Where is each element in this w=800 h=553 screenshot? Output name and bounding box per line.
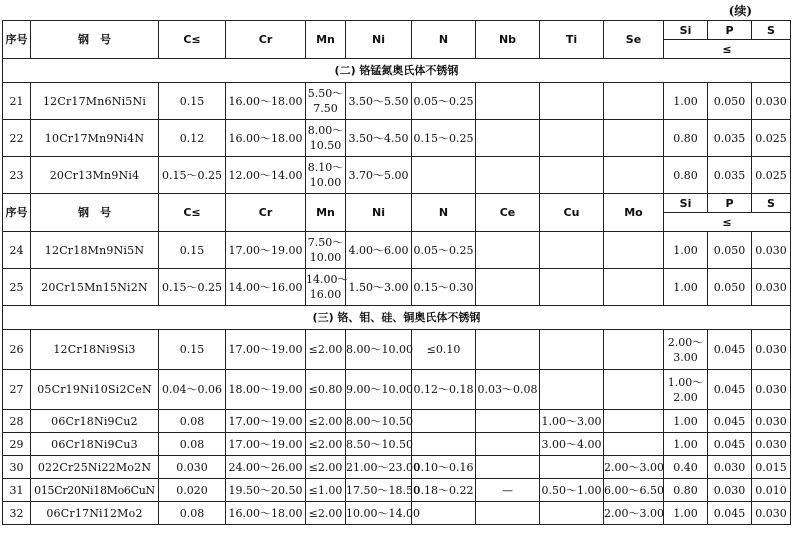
row-si: 0.80 [664,120,708,157]
row-n: 0.05～0.25 [412,83,476,120]
row-cr: 14.00～16.00 [226,269,306,306]
row-mn: ≤2.00 [306,433,346,456]
row-s: 0.030 [752,370,791,410]
row-p: 0.045 [708,370,752,410]
row-si: 1.00 [664,269,708,306]
row-no: 32 [3,502,31,525]
row-n: 0.15～0.25 [412,120,476,157]
col-ce-header: Ce [476,194,540,232]
row-si: 1.00 [664,433,708,456]
row-no: 27 [3,370,31,410]
row-ce [476,433,540,456]
row-ce: 0.03～0.08 [476,370,540,410]
col-s-header: S [752,194,791,213]
row-ce [476,502,540,525]
col-mo-header: Mo [604,194,664,232]
row-ni: 1.50～3.00 [346,269,412,306]
row-p: 0.045 [708,330,752,370]
row-si: 1.00～ 2.00 [664,370,708,410]
row-si: 0.80 [664,157,708,194]
row-p: 0.045 [708,502,752,525]
row-ni: 3.50～4.50 [346,120,412,157]
table-row [3,157,791,194]
row-ni: 21.00～23.00 [346,456,412,479]
row-c: 0.04～0.06 [159,370,226,410]
row-ni: 3.50～5.50 [346,83,412,120]
col-p-header: P [708,21,752,40]
row-mo [604,370,664,410]
max-label: ≤ [664,40,791,59]
row-p: 0.045 [708,410,752,433]
row-si: 0.40 [664,456,708,479]
row-mo [604,433,664,456]
row-c: 0.030 [159,456,226,479]
table-row [3,502,791,525]
row-cu: 0.50～1.00 [540,479,604,502]
row-ni: 4.00～6.00 [346,232,412,269]
row-grade: 015Cr20Ni18Mo6CuN [31,479,159,502]
table-row [3,83,791,120]
table-row [3,410,791,433]
table-row [3,433,791,456]
row-s: 0.030 [752,330,791,370]
table-row [3,330,791,370]
row-mo [604,330,664,370]
row-cr: 17.00～19.00 [226,232,306,269]
row-cr: 19.50～20.50 [226,479,306,502]
col-cr-header: Cr [226,194,306,232]
row-grade: 12Cr18Mn9Ni5N [31,232,159,269]
row-ni: 10.00～14.00 [346,502,412,525]
row-c: 0.15 [159,83,226,120]
row-p: 0.045 [708,433,752,456]
row-cr: 17.00～19.00 [226,433,306,456]
col-mn-header: Mn [306,194,346,232]
row-n: 0.10～0.16 [412,456,476,479]
row-grade: 06Cr18Ni9Cu3 [31,433,159,456]
row-si: 1.00 [664,232,708,269]
row-n [412,410,476,433]
row-p: 0.035 [708,120,752,157]
row-si: 1.00 [664,83,708,120]
row-ni: 9.00～10.00 [346,370,412,410]
row-grade: 20Cr15Mn15Ni2N [31,269,159,306]
row-si: 1.00 [664,410,708,433]
row-no: 25 [3,269,31,306]
section-title-3: (三) 铬、钼、硅、铜奥氏体不锈钢 [3,306,791,330]
col-p-header: P [708,194,752,213]
table-row [3,269,791,306]
row-mn: 8.10～ 10.00 [306,157,346,194]
row-mn: ≤2.00 [306,410,346,433]
row-s: 0.030 [752,232,791,269]
row-n: 0.05～0.25 [412,232,476,269]
row-cu [540,330,604,370]
row-cu: 3.00～4.00 [540,433,604,456]
col-si-header: Si [664,21,708,40]
col-ti-header: Ti [540,21,604,59]
col-c-header: C≤ [159,21,226,59]
col-seq-header: 序号 [3,21,31,59]
row-no: 23 [3,157,31,194]
row-c: 0.08 [159,410,226,433]
row-ce [476,410,540,433]
row-ni: 8.50～10.50 [346,433,412,456]
row-mo: 2.00～3.00 [604,502,664,525]
row-s: 0.030 [752,433,791,456]
col-ni-header: Ni [346,21,412,59]
row-ni: 3.70～5.00 [346,157,412,194]
col-grade-header: 钢 号 [31,21,159,59]
col-grade-header: 钢 号 [31,194,159,232]
row-n [412,157,476,194]
row-cr: 17.00～19.00 [226,330,306,370]
row-s: 0.025 [752,157,791,194]
table-row [3,456,791,479]
row-grade: 05Cr19Ni10Si2CeN [31,370,159,410]
table-row [3,232,791,269]
row-si: 2.00～ 3.00 [664,330,708,370]
col-cu-header: Cu [540,194,604,232]
row-no: 26 [3,330,31,370]
row-grade: 06Cr18Ni9Cu2 [31,410,159,433]
row-cr: 18.00～19.00 [226,370,306,410]
col-n-header: N [412,194,476,232]
row-grade: 12Cr18Ni9Si3 [31,330,159,370]
row-s: 0.030 [752,410,791,433]
row-s: 0.030 [752,83,791,120]
col-n-header: N [412,21,476,59]
row-p: 0.030 [708,479,752,502]
row-c: 0.15 [159,330,226,370]
row-c: 0.15～0.25 [159,269,226,306]
row-grade: 20Cr13Mn9Ni4 [31,157,159,194]
row-n: 0.18～0.22 [412,479,476,502]
table-row [3,479,791,502]
row-no: 21 [3,83,31,120]
col-s-header: S [752,21,791,40]
row-grade: 022Cr25Ni22Mo2N [31,456,159,479]
row-n [412,433,476,456]
row-grade: 12Cr17Mn6Ni5Ni [31,83,159,120]
row-cr: 24.00～26.00 [226,456,306,479]
row-p: 0.030 [708,456,752,479]
row-mo: 6.00～6.50 [604,479,664,502]
row-cr: 12.00～14.00 [226,157,306,194]
row-ni: 8.00～10.50 [346,410,412,433]
row-c: 0.15～0.25 [159,157,226,194]
row-mn: 5.50～ 7.50 [306,83,346,120]
row-p: 0.050 [708,269,752,306]
col-se-header: Se [604,21,664,59]
row-cr: 17.00～19.00 [226,410,306,433]
row-cr: 16.00～18.00 [226,502,306,525]
row-mn: ≤0.80 [306,370,346,410]
row-n: 0.15～0.30 [412,269,476,306]
row-mn: 7.50～ 10.00 [306,232,346,269]
row-mo: 2.00～3.00 [604,456,664,479]
row-cu [540,456,604,479]
row-p: 0.035 [708,157,752,194]
row-p: 0.050 [708,232,752,269]
row-cr: 16.00～18.00 [226,83,306,120]
col-mn-header: Mn [306,21,346,59]
row-c: 0.020 [159,479,226,502]
row-ni: 8.00～10.00 [346,330,412,370]
row-c: 0.08 [159,502,226,525]
section-row [3,306,791,330]
row-grade: 10Cr17Mn9Ni4N [31,120,159,157]
section-title-2: (二) 铬锰氮奥氏体不锈钢 [3,59,791,83]
row-c: 0.15 [159,232,226,269]
row-s: 0.030 [752,502,791,525]
row-no: 28 [3,410,31,433]
row-ce [476,330,540,370]
row-c: 0.08 [159,433,226,456]
col-nb-header: Nb [476,21,540,59]
col-si-header: Si [664,194,708,213]
row-cr: 16.00～18.00 [226,120,306,157]
continued-label: (续) [728,4,752,18]
table-row [3,120,791,157]
row-p: 0.050 [708,83,752,120]
row-ce [476,456,540,479]
row-cu: 1.00～3.00 [540,410,604,433]
row-no: 24 [3,232,31,269]
row-cu [540,502,604,525]
row-s: 0.010 [752,479,791,502]
col-cr-header: Cr [226,21,306,59]
row-no: 22 [3,120,31,157]
row-mn: ≤2.00 [306,502,346,525]
row-s: 0.025 [752,120,791,157]
row-mn: ≤2.00 [306,330,346,370]
row-ce: — [476,479,540,502]
row-n [412,502,476,525]
composition-table [2,20,791,525]
row-no: 30 [3,456,31,479]
header-row-1 [3,21,791,40]
header-row-2 [3,194,791,213]
row-c: 0.12 [159,120,226,157]
row-si: 1.00 [664,502,708,525]
row-si: 0.80 [664,479,708,502]
row-s: 0.015 [752,456,791,479]
max-label: ≤ [664,213,791,232]
row-ni: 17.50～18.50 [346,479,412,502]
row-mo [604,410,664,433]
row-n: 0.12～0.18 [412,370,476,410]
section-row [3,59,791,83]
row-mn: ≤1.00 [306,479,346,502]
table-row [3,370,791,410]
col-ni-header: Ni [346,194,412,232]
row-cu [540,370,604,410]
col-c-header: C≤ [159,194,226,232]
row-no: 31 [3,479,31,502]
row-mn: 14.00～ 16.00 [306,269,346,306]
row-no: 29 [3,433,31,456]
row-s: 0.030 [752,269,791,306]
row-grade: 06Cr17Ni12Mo2 [31,502,159,525]
row-mn: 8.00～ 10.50 [306,120,346,157]
row-n: ≤0.10 [412,330,476,370]
col-seq-header: 序号 [3,194,31,232]
row-mn: ≤2.00 [306,456,346,479]
